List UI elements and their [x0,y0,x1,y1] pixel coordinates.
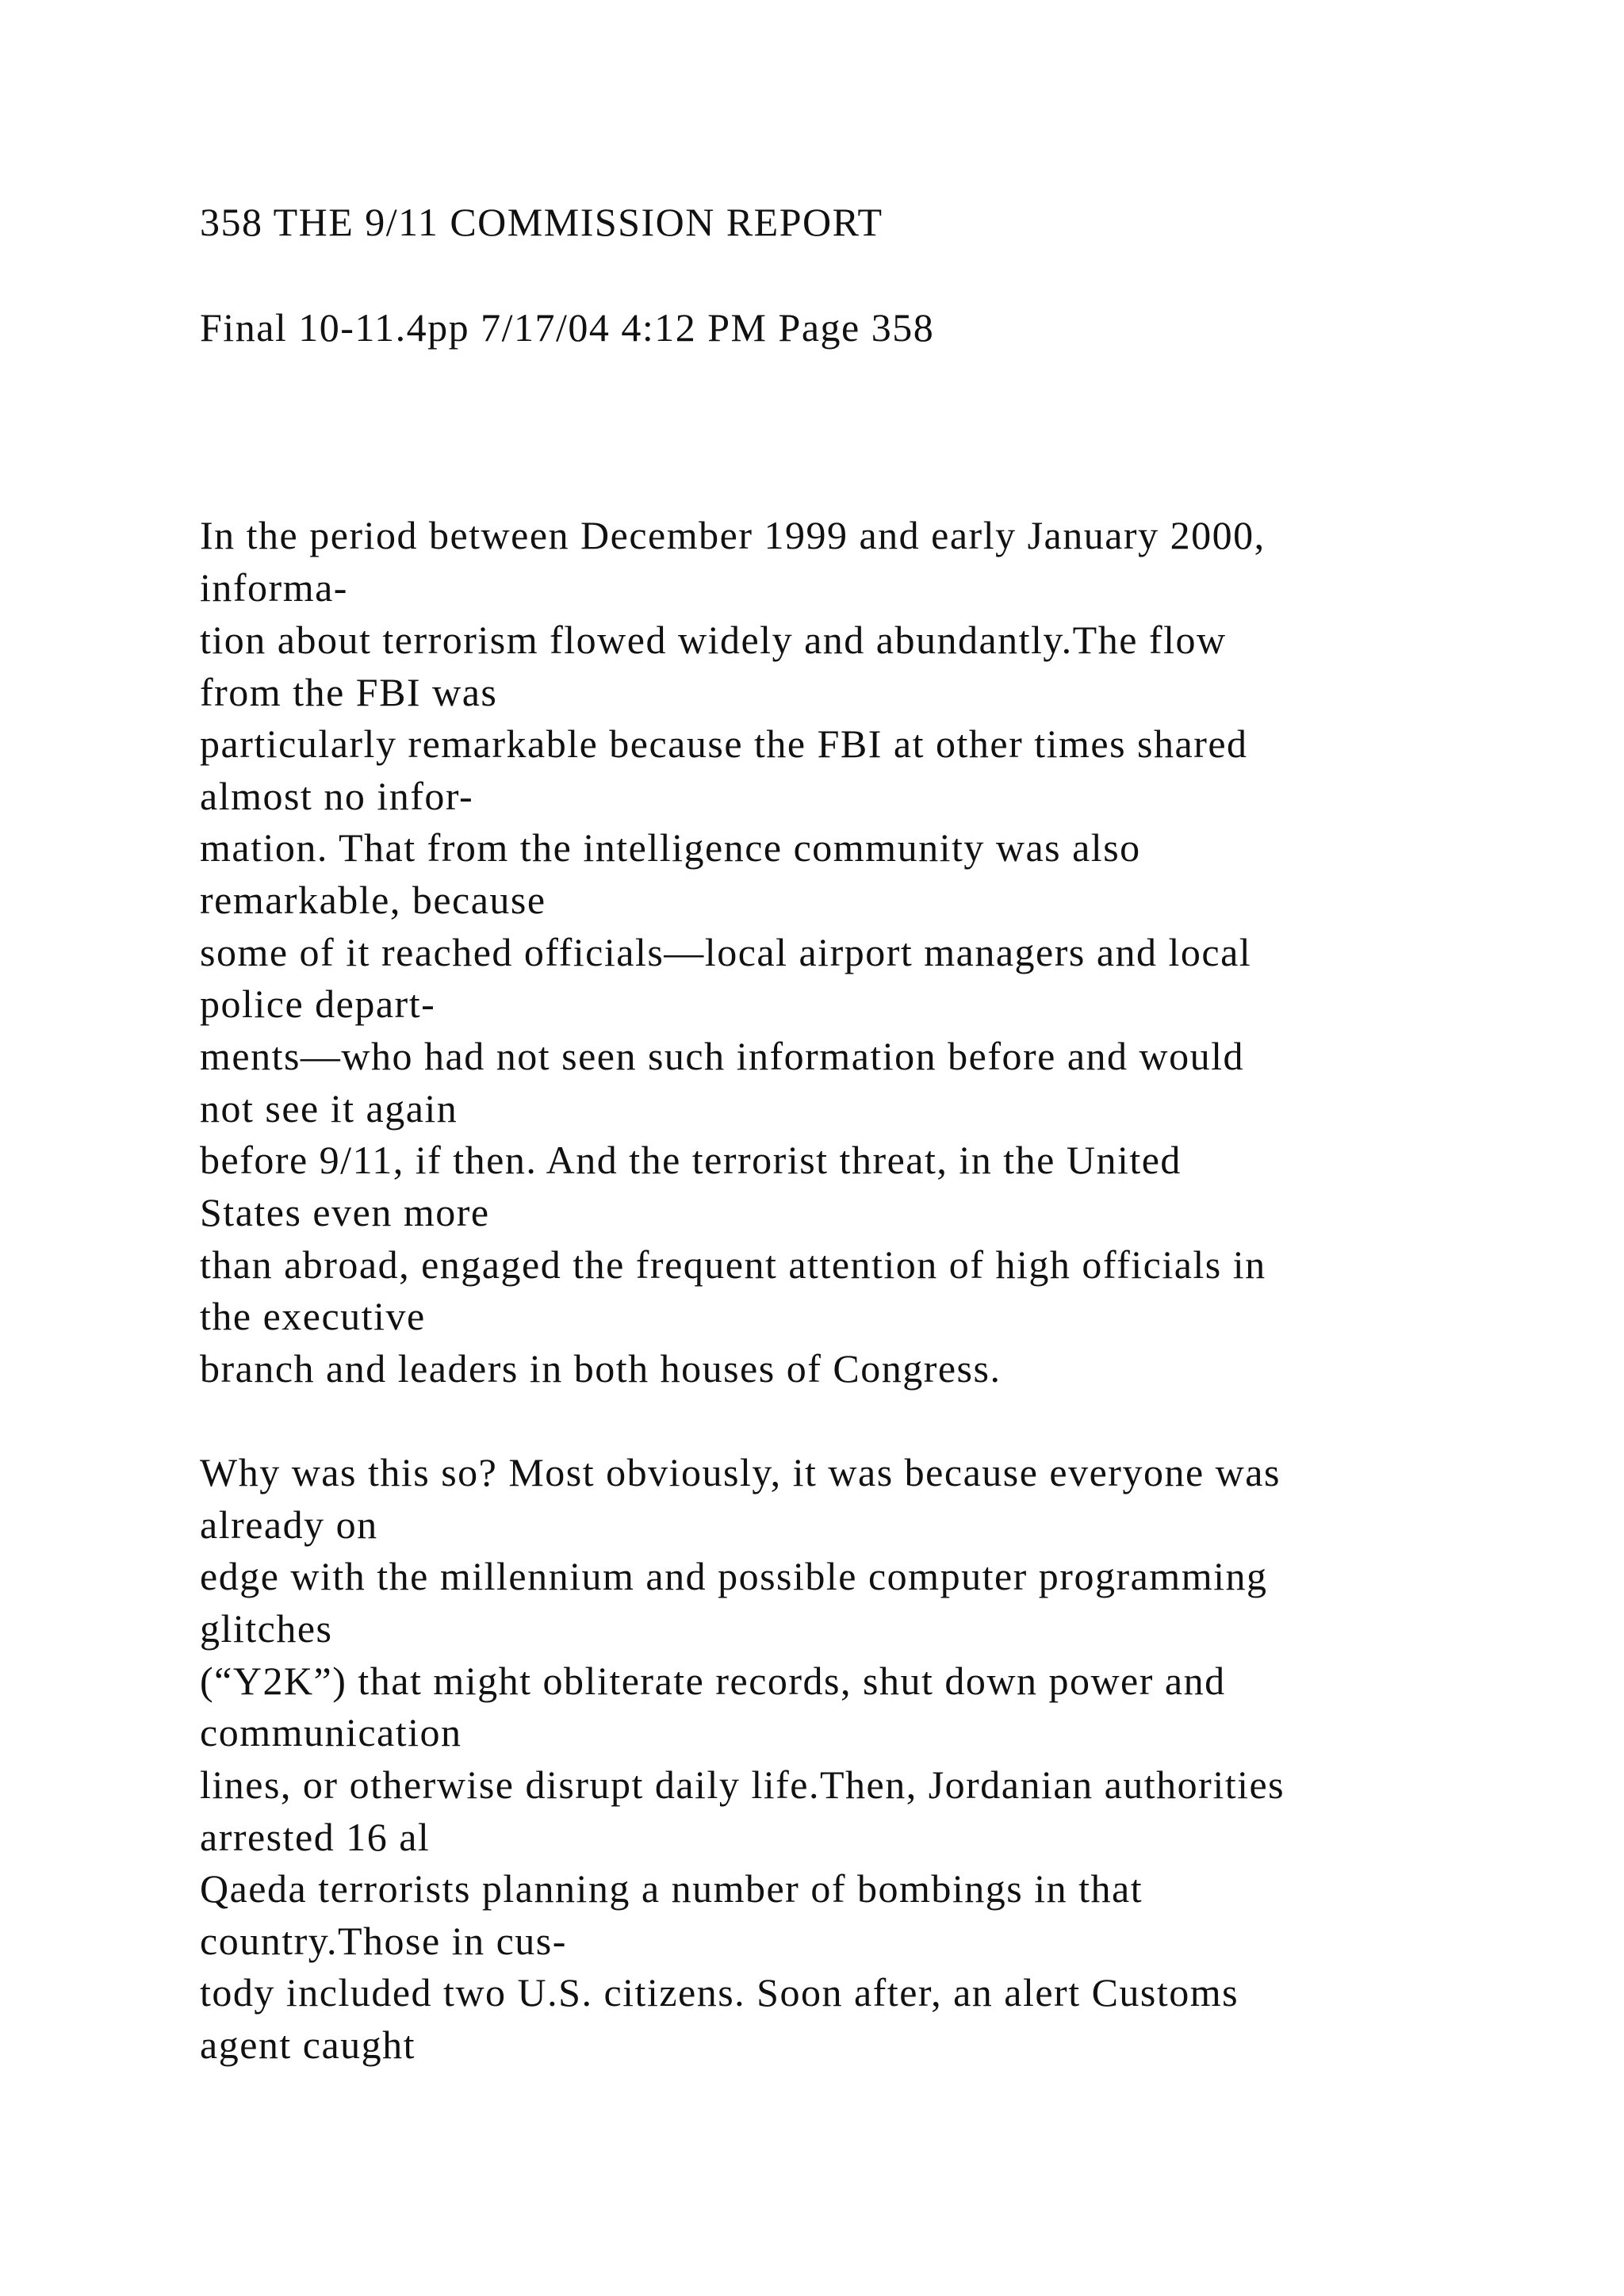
text-line: before 9/11, if then. And the terrorist threat, in the United [200,1138,1182,1182]
text-line: lines, or otherwise disrupt daily life.Then, Jordanian authorities [200,1762,1285,1807]
text-line: tion about terrorism flowed widely and abundantly.The flow [200,618,1227,662]
text-line: remarkable, because [200,878,546,922]
slug-line: Final 10-11.4pp 7/17/04 4:12 PM Page 358 [200,305,935,350]
text-line: ments—who had not seen such information before and would [200,1034,1245,1078]
text-line: already on [200,1502,378,1547]
text-line: mation. That from the intelligence community was also [200,825,1141,870]
running-head: 358 THE 9/11 COMMISSION REPORT [200,200,883,244]
text-line: particularly remarkable because the FBI at other times shared [200,721,1248,766]
text-line: Qaeda terrorists planning a number of bombings in that [200,1866,1143,1911]
text-line: communication [200,1710,462,1755]
text-line: States even more [200,1190,490,1234]
text-line: country.Those in cus- [200,1919,567,1963]
text-line: some of it reached officials—local airport managers and local [200,930,1252,974]
text-line: In the period between December 1999 and early January 2000, [200,513,1266,557]
text-line: edge with the millennium and possible computer programming [200,1554,1268,1598]
text-line: branch and leaders in both houses of Congress. [200,1346,1002,1391]
text-line: arrested 16 al [200,1815,431,1859]
text-line: than abroad, engaged the frequent attention of high officials in [200,1242,1266,1287]
text-line: glitches [200,1606,333,1651]
text-line: tody included two U.S. citizens. Soon after, an alert Customs [200,1970,1239,2015]
text-line: police depart- [200,982,436,1026]
text-line: informa- [200,565,348,610]
text-line: not see it again [200,1086,458,1131]
text-line: from the FBI was [200,670,498,714]
text-line: almost no infor- [200,774,474,818]
text-line: Why was this so? Most obviously, it was because everyone was [200,1450,1281,1494]
text-line: the executive [200,1294,426,1338]
text-line: agent caught [200,2022,416,2067]
text-line: (“Y2K”) that might obliterate records, shut down power and [200,1659,1226,1703]
